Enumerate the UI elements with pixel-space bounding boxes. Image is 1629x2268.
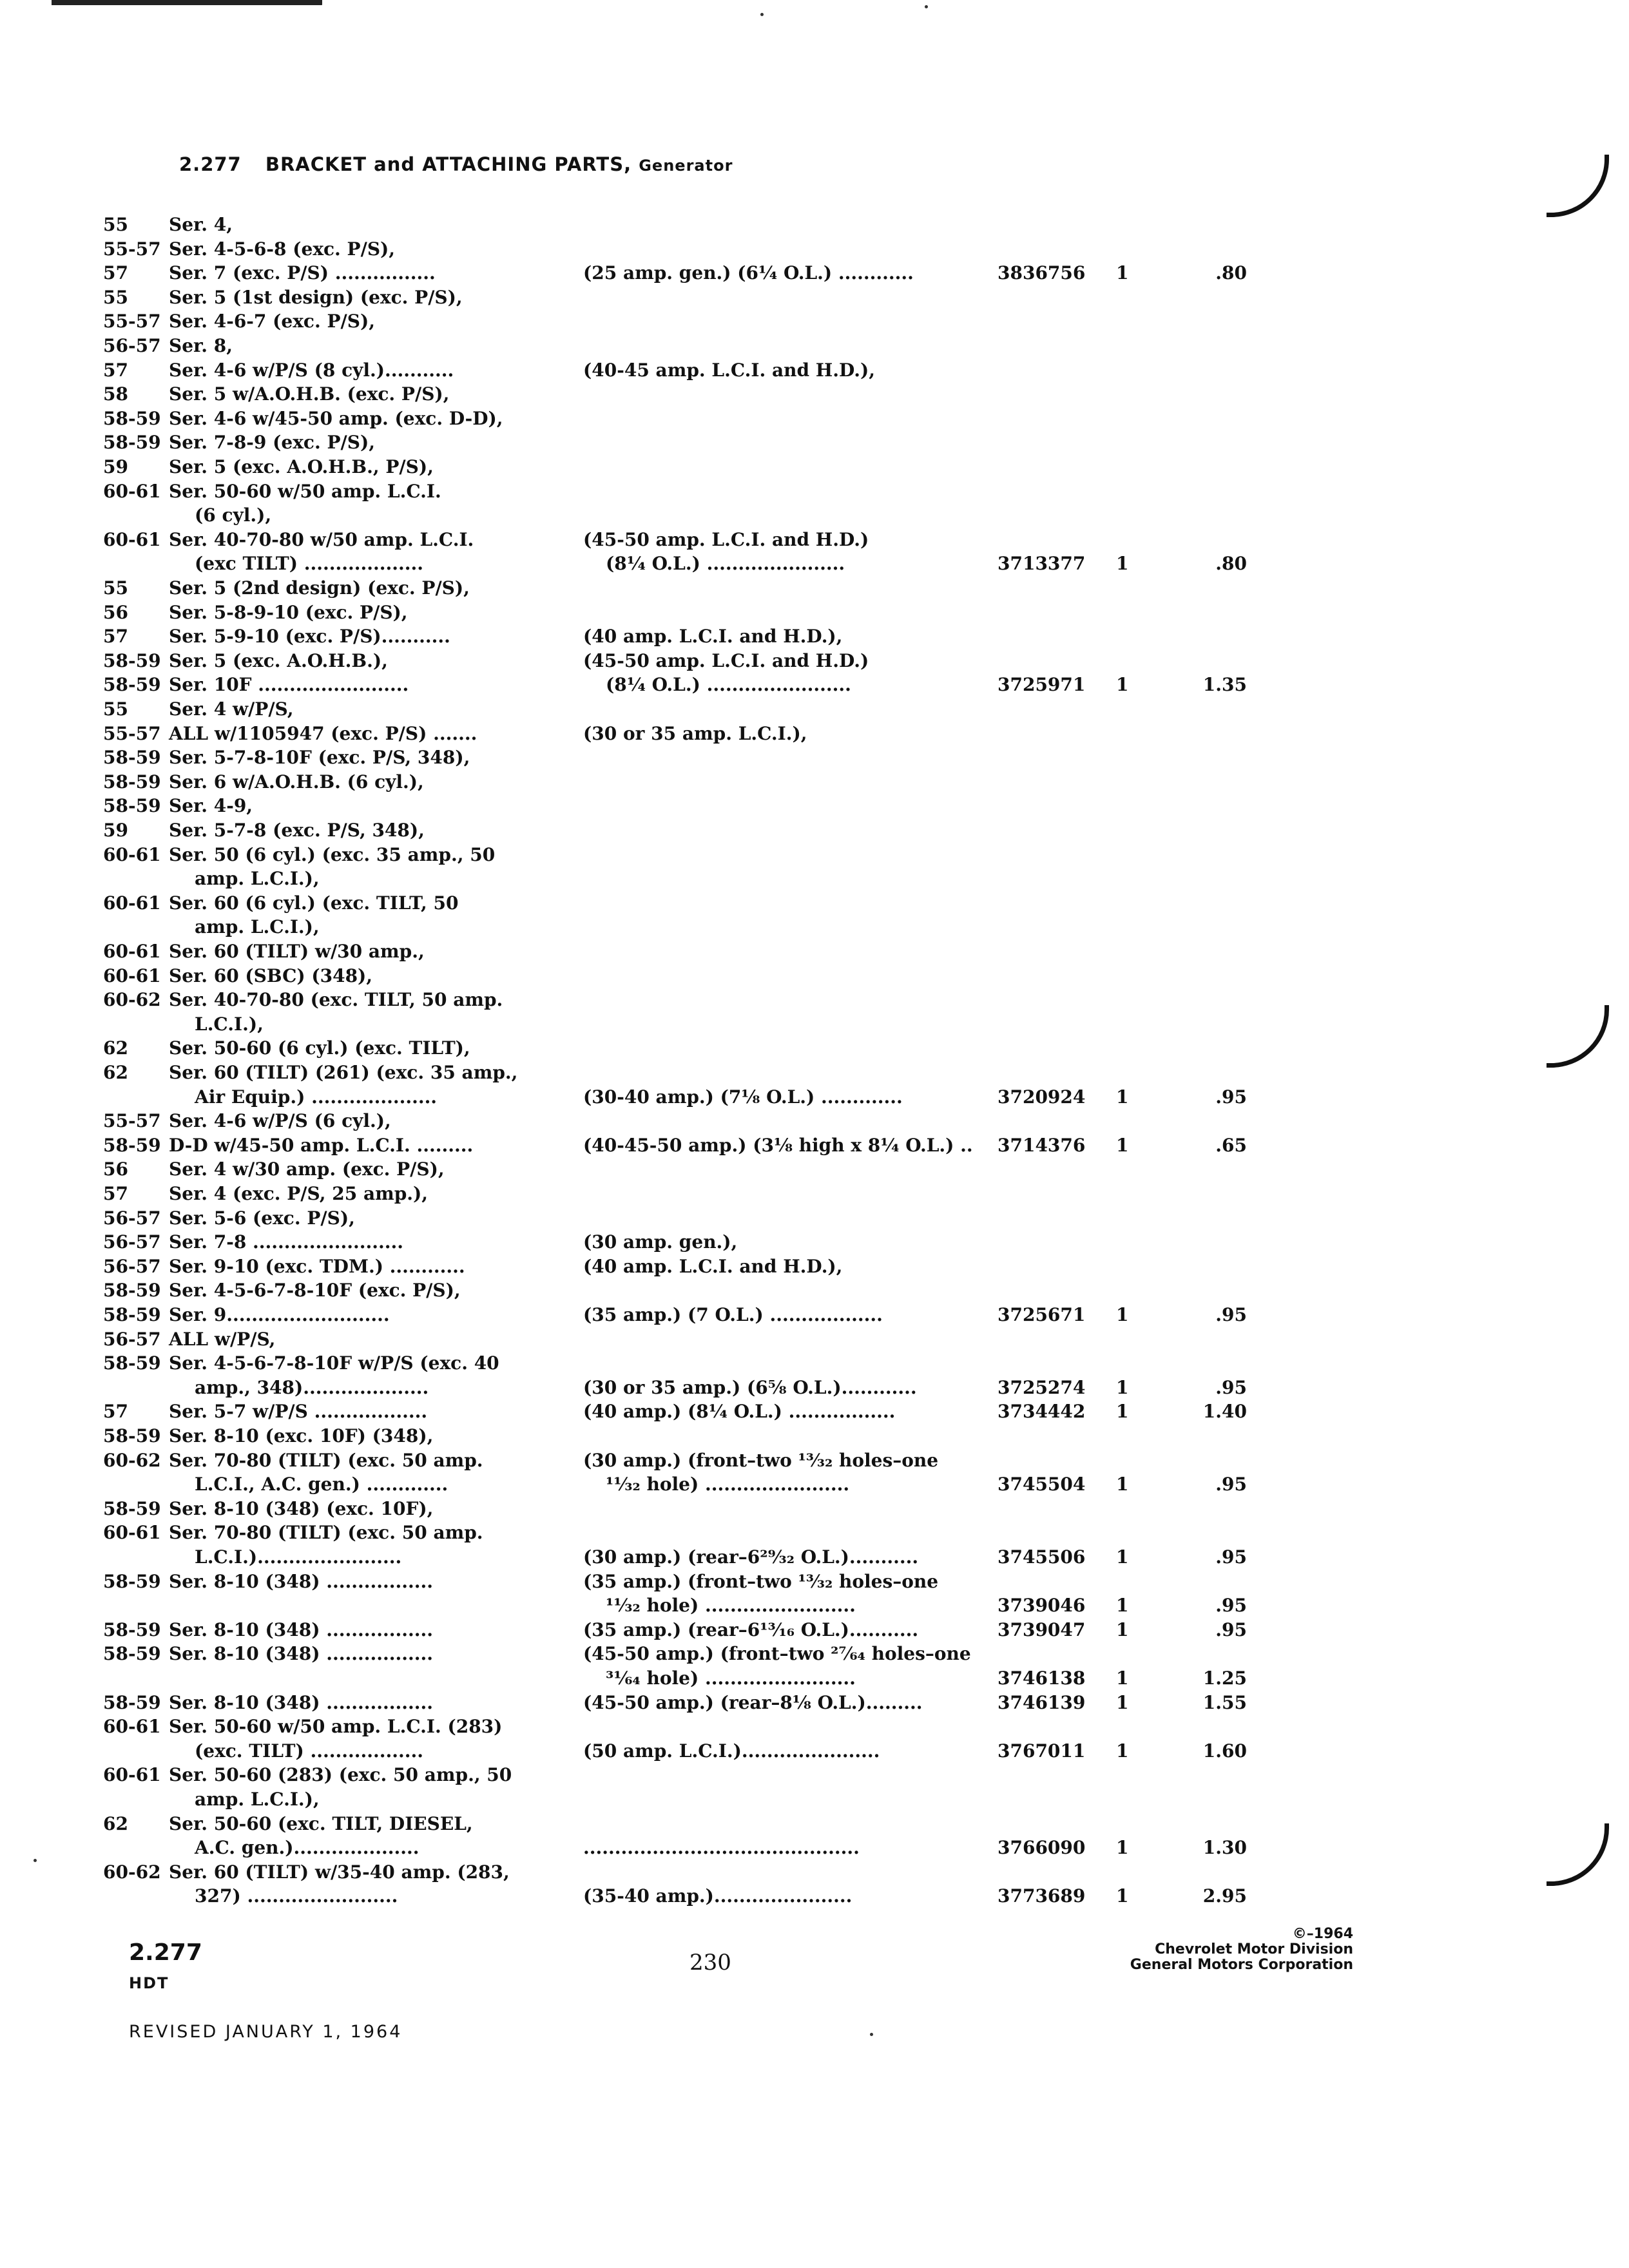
year-cell: 60-61 (103, 892, 161, 914)
scan-edge-line (52, 0, 322, 12)
description-cell: (50 amp. L.C.I.)...................... (583, 1740, 880, 1762)
description-cell: (45-50 amp. L.C.I. and H.D.) (583, 528, 869, 550)
year-cell: 58-59 (103, 795, 161, 817)
table-row (0, 237, 1629, 262)
year-cell: 56-57 (103, 1255, 161, 1277)
quantity-cell: 1 (1116, 1401, 1129, 1423)
price-cell: 1.60 (1202, 1740, 1247, 1762)
year-cell: 58-59 (103, 432, 161, 454)
application-cell: Ser. 8-10 (348) (exc. 10F), (169, 1497, 434, 1519)
application-cell: Ser. 50 (6 cyl.) (exc. 35 amp., 50 (169, 843, 496, 865)
year-cell: 60-61 (103, 1522, 161, 1544)
year-cell: 58-59 (103, 1619, 161, 1640)
quantity-cell: 1 (1116, 1376, 1129, 1398)
table-row (0, 1787, 1629, 1812)
price-cell: .80 (1215, 553, 1247, 575)
table-row (0, 624, 1629, 649)
quantity-cell: 1 (1116, 1595, 1129, 1617)
part-number-cell: 3725274 (998, 1376, 1086, 1398)
year-cell: 55 (103, 698, 128, 720)
copyright: ©–1964 (1292, 1926, 1353, 1942)
application-cell: Ser. 4 w/30 amp. (exc. P/S), (169, 1158, 445, 1180)
table-row (0, 1376, 1629, 1400)
footer-section-code: 2.277 (129, 1939, 202, 1966)
application-cell: Ser. 60 (TILT) w/35-40 amp. (283, (169, 1861, 510, 1883)
year-cell: 60-62 (103, 1861, 161, 1883)
application-cell: ALL w/1105947 (exc. P/S) ....... (169, 722, 477, 744)
year-cell: 58-59 (103, 1352, 161, 1374)
description-cell: ¹¹⁄₃₂ hole) ....................... (606, 1474, 850, 1495)
year-cell: 58-59 (103, 649, 161, 671)
table-row (0, 1739, 1629, 1763)
description-cell: (30 amp.) (front–two ¹³⁄₃₂ holes–one (583, 1449, 939, 1471)
table-row (0, 528, 1629, 552)
price-cell: .95 (1215, 1619, 1247, 1640)
application-cell: A.C. gen.).................... (195, 1837, 419, 1859)
table-row (0, 1278, 1629, 1303)
quantity-cell: 1 (1116, 674, 1129, 696)
table-row (0, 1036, 1629, 1061)
description-cell: (30 amp.) (rear–6²⁹⁄₃₂ O.L.)........... (583, 1546, 919, 1568)
application-cell: Air Equip.) .................... (195, 1086, 438, 1108)
application-cell: Ser. 50-60 (6 cyl.) (exc. TILT), (169, 1037, 470, 1059)
application-cell: Ser. 6 w/A.O.H.B. (6 cyl.), (169, 771, 424, 793)
price-cell: .95 (1215, 1595, 1247, 1617)
price-cell: .80 (1215, 262, 1247, 284)
application-cell: amp. L.C.I.), (195, 916, 320, 938)
table-row (0, 1351, 1629, 1376)
table-row (0, 1303, 1629, 1327)
application-cell: Ser. 50-60 w/50 amp. L.C.I. (169, 480, 441, 502)
price-cell: 1.25 (1202, 1667, 1247, 1689)
application-cell: Ser. 4 (exc. P/S, 25 amp.), (169, 1183, 429, 1204)
description-cell: (30 amp. gen.), (583, 1231, 738, 1253)
publisher-division: Chevrolet Motor Division (1155, 1941, 1353, 1957)
part-number-cell: 3767011 (998, 1740, 1086, 1762)
description-cell: (40-45-50 amp.) (3⅛ high x 8¼ O.L.) .. (583, 1134, 973, 1156)
year-cell: 59 (103, 820, 128, 841)
year-cell: 58-59 (103, 1134, 161, 1156)
application-cell: amp. L.C.I.), (195, 1789, 320, 1810)
application-cell: Ser. 8-10 (348) ................. (169, 1570, 433, 1592)
year-cell: 57 (103, 1183, 128, 1204)
application-cell: Ser. 4-9, (169, 795, 253, 817)
year-cell: 59 (103, 456, 128, 477)
section-subtitle: Generator (639, 157, 733, 175)
description-cell: (25 amp. gen.) (6¼ O.L.) ............ (583, 262, 914, 284)
table-row (0, 407, 1629, 431)
application-cell: Ser. 4, (169, 214, 233, 235)
section-title-text: BRACKET and ATTACHING PARTS, (265, 153, 632, 175)
quantity-cell: 1 (1116, 1667, 1129, 1689)
application-cell: Ser. 7-8 ........................ (169, 1231, 403, 1253)
part-number-cell: 3746138 (998, 1667, 1086, 1689)
year-cell: 57 (103, 626, 128, 648)
table-row (0, 697, 1629, 722)
application-cell: Ser. 8, (169, 335, 233, 356)
year-cell: 57 (103, 1401, 128, 1423)
quantity-cell: 1 (1116, 1619, 1129, 1640)
description-cell: ............................................ (583, 1837, 860, 1859)
year-cell: 58-59 (103, 1643, 161, 1665)
description-cell: (8¼ O.L.) ...................... (606, 553, 845, 575)
application-cell: Ser. 5-6 (exc. P/S), (169, 1207, 355, 1229)
price-cell: .95 (1215, 1086, 1247, 1108)
description-cell: (40 amp.) (8¼ O.L.) ................. (583, 1401, 896, 1423)
application-cell: Ser. 9.......................... (169, 1304, 390, 1325)
table-row (0, 770, 1629, 794)
application-cell: Ser. 4-6 w/P/S (8 cyl.)........... (169, 359, 454, 381)
part-number-cell: 3739047 (998, 1619, 1086, 1640)
table-row (0, 649, 1629, 673)
application-cell: Ser. 5 (exc. A.O.H.B., P/S), (169, 456, 434, 477)
page-number: 230 (689, 1950, 731, 1975)
table-row (0, 891, 1629, 916)
application-cell: Ser. 70-80 (TILT) (exc. 50 amp. (169, 1449, 483, 1471)
table-row (0, 1109, 1629, 1133)
table-row (0, 309, 1629, 334)
application-cell: (exc. TILT) .................. (195, 1740, 423, 1762)
table-row (0, 1424, 1629, 1448)
part-number-cell: 3836756 (998, 262, 1086, 284)
application-cell: L.C.I.)....................... (195, 1546, 402, 1568)
application-cell: Ser. 4-6-7 (exc. P/S), (169, 311, 375, 332)
table-row (0, 261, 1629, 285)
year-cell: 55-57 (103, 1110, 161, 1132)
table-row (0, 794, 1629, 818)
quantity-cell: 1 (1116, 1134, 1129, 1156)
application-cell: Ser. 8-10 (348) ................. (169, 1691, 433, 1713)
table-row (0, 1206, 1629, 1231)
price-cell: 2.95 (1202, 1885, 1247, 1907)
application-cell: (6 cyl.), (195, 505, 272, 526)
year-cell: 55-57 (103, 722, 161, 744)
year-cell: 56 (103, 601, 128, 623)
table-row (0, 479, 1629, 504)
description-cell: (45-50 amp.) (front–two ²⁷⁄₆₄ holes–one (583, 1643, 971, 1665)
description-cell: (35-40 amp.)...................... (583, 1885, 853, 1907)
application-cell: Ser. 4-6 w/P/S (6 cyl.), (169, 1110, 391, 1132)
part-number-cell: 3720924 (998, 1086, 1086, 1108)
table-row (0, 1182, 1629, 1206)
application-cell: 327) ........................ (195, 1885, 398, 1907)
year-cell: 60-61 (103, 480, 161, 502)
table-row (0, 1472, 1629, 1497)
part-number-cell: 3746139 (998, 1691, 1086, 1713)
description-cell: (8¼ O.L.) ....................... (606, 674, 851, 696)
application-cell: Ser. 8-10 (exc. 10F) (348), (169, 1425, 434, 1446)
year-cell: 58-59 (103, 1280, 161, 1302)
table-row (0, 843, 1629, 867)
application-cell: ALL w/P/S, (169, 1328, 276, 1350)
year-cell: 58-59 (103, 747, 161, 769)
application-cell: Ser. 4-5-6-7-8-10F (exc. P/S), (169, 1280, 461, 1302)
table-row (0, 1836, 1629, 1860)
application-cell: Ser. 50-60 (283) (exc. 50 amp., 50 (169, 1764, 512, 1786)
application-cell: Ser. 4-5-6-8 (exc. P/S), (169, 238, 396, 260)
year-cell: 58-59 (103, 1497, 161, 1519)
application-cell: Ser. 40-70-80 w/50 amp. L.C.I. (169, 528, 474, 550)
table-row (0, 867, 1629, 891)
year-cell: 60-61 (103, 1716, 161, 1738)
binder-hole-mark (1547, 155, 1609, 217)
table-row (0, 358, 1629, 383)
quantity-cell: 1 (1116, 1691, 1129, 1713)
table-row (0, 722, 1629, 746)
description-cell: (40 amp. L.C.I. and H.D.), (583, 1255, 843, 1277)
publisher-corporation: General Motors Corporation (1130, 1957, 1353, 1973)
table-row (0, 1230, 1629, 1254)
application-cell: Ser. 5 (1st design) (exc. P/S), (169, 286, 463, 308)
price-cell: .65 (1215, 1134, 1247, 1156)
part-number-cell: 3745504 (998, 1474, 1086, 1495)
application-cell: Ser. 9-10 (exc. TDM.) ............ (169, 1255, 465, 1277)
table-row (0, 1691, 1629, 1715)
part-number-cell: 3734442 (998, 1401, 1086, 1423)
scan-speck (760, 13, 764, 16)
table-row (0, 673, 1629, 697)
table-row (0, 503, 1629, 528)
table-row (0, 1521, 1629, 1545)
price-cell: .95 (1215, 1376, 1247, 1398)
application-cell: (exc TILT) ................... (195, 553, 423, 575)
table-row (0, 939, 1629, 964)
price-cell: .95 (1215, 1546, 1247, 1568)
scan-speck (34, 1859, 37, 1862)
table-row (0, 1327, 1629, 1352)
application-cell: Ser. 50-60 (exc. TILT, DIESEL, (169, 1812, 473, 1834)
table-row (0, 1085, 1629, 1110)
year-cell: 58-59 (103, 674, 161, 696)
description-cell: (35 amp.) (rear–6¹³⁄₁₆ O.L.)........... (583, 1619, 919, 1640)
section-number: 2.277 (179, 153, 242, 175)
quantity-cell: 1 (1116, 1086, 1129, 1108)
table-row (0, 745, 1629, 770)
table-row (0, 1812, 1629, 1836)
table-row (0, 1448, 1629, 1473)
year-cell: 56-57 (103, 1328, 161, 1350)
application-cell: Ser. 7 (exc. P/S) ................ (169, 262, 436, 284)
price-cell: 1.55 (1202, 1691, 1247, 1713)
table-row (0, 818, 1629, 843)
application-cell: D-D w/45-50 amp. L.C.I. ......... (169, 1134, 474, 1156)
application-cell: Ser. 5-7 w/P/S .................. (169, 1401, 428, 1423)
part-number-cell: 3773689 (998, 1885, 1086, 1907)
application-cell: Ser. 60 (TILT) (261) (exc. 35 amp., (169, 1062, 518, 1083)
year-cell: 58-59 (103, 407, 161, 429)
year-cell: 56-57 (103, 1207, 161, 1229)
year-cell: 56-57 (103, 1231, 161, 1253)
year-cell: 55 (103, 214, 128, 235)
application-cell: Ser. 5 w/A.O.H.B. (exc. P/S), (169, 383, 450, 405)
table-row (0, 601, 1629, 625)
year-cell: 58-59 (103, 1425, 161, 1446)
quantity-cell: 1 (1116, 553, 1129, 575)
table-row (0, 988, 1629, 1012)
application-cell: Ser. 8-10 (348) ................. (169, 1643, 433, 1665)
description-cell: (45-50 amp.) (rear–8⅛ O.L.)......... (583, 1691, 923, 1713)
quantity-cell: 1 (1116, 1474, 1129, 1495)
footer-revised-date: REVISED JANUARY 1, 1964 (129, 2022, 403, 2042)
year-cell: 56-57 (103, 335, 161, 356)
part-number-cell: 3745506 (998, 1546, 1086, 1568)
application-cell: Ser. 60 (TILT) w/30 amp., (169, 941, 425, 962)
year-cell: 58 (103, 383, 128, 405)
table-row (0, 1012, 1629, 1037)
description-cell: (35 amp.) (7 O.L.) .................. (583, 1304, 883, 1325)
quantity-cell: 1 (1116, 1837, 1129, 1859)
table-row (0, 1666, 1629, 1691)
table-row (0, 1860, 1629, 1885)
application-cell: Ser. 7-8-9 (exc. P/S), (169, 432, 375, 454)
quantity-cell: 1 (1116, 1740, 1129, 1762)
year-cell: 58-59 (103, 1691, 161, 1713)
table-row (0, 455, 1629, 479)
application-cell: Ser. 4 w/P/S, (169, 698, 294, 720)
year-cell: 60-62 (103, 1449, 161, 1471)
year-cell: 60-61 (103, 941, 161, 962)
application-cell: Ser. 70-80 (TILT) (exc. 50 amp. (169, 1522, 483, 1544)
table-row (0, 552, 1629, 576)
part-number-cell: 3766090 (998, 1837, 1086, 1859)
application-cell: Ser. 5-8-9-10 (exc. P/S), (169, 601, 408, 623)
year-cell: 56 (103, 1158, 128, 1180)
application-cell: Ser. 8-10 (348) ................. (169, 1619, 433, 1640)
price-cell: 1.40 (1202, 1401, 1247, 1423)
year-cell: 62 (103, 1037, 128, 1059)
table-row (0, 1133, 1629, 1158)
price-cell: .95 (1215, 1474, 1247, 1495)
year-cell: 58-59 (103, 1304, 161, 1325)
year-cell: 60-61 (103, 965, 161, 986)
description-cell: ³¹⁄₆₄ hole) ........................ (606, 1667, 856, 1689)
description-cell: (45-50 amp. L.C.I. and H.D.) (583, 649, 869, 671)
description-cell: (30 or 35 amp. L.C.I.), (583, 722, 807, 744)
application-cell: L.C.I.), (195, 1013, 264, 1035)
description-cell: (35 amp.) (front–two ¹³⁄₃₂ holes–one (583, 1570, 939, 1592)
application-cell: Ser. 5 (exc. A.O.H.B.), (169, 649, 388, 671)
part-number-cell: 3725671 (998, 1304, 1086, 1325)
table-row (0, 1618, 1629, 1642)
scan-speck (870, 2033, 873, 2036)
year-cell: 55 (103, 577, 128, 599)
description-cell: (40 amp. L.C.I. and H.D.), (583, 626, 843, 648)
part-number-cell: 3725971 (998, 674, 1086, 696)
year-cell: 58-59 (103, 771, 161, 793)
description-cell: (30 or 35 amp.) (6⅝ O.L.)............ (583, 1376, 917, 1398)
year-cell: 60-61 (103, 843, 161, 865)
table-row (0, 1254, 1629, 1279)
application-cell: Ser. 50-60 w/50 amp. L.C.I. (283) (169, 1716, 503, 1738)
year-cell: 62 (103, 1812, 128, 1834)
table-row (0, 213, 1629, 237)
table-row (0, 382, 1629, 407)
year-cell: 60-61 (103, 528, 161, 550)
part-number-cell: 3713377 (998, 553, 1086, 575)
application-cell: Ser. 5-9-10 (exc. P/S)........... (169, 626, 450, 648)
year-cell: 60-61 (103, 1764, 161, 1786)
application-cell: Ser. 5-7-8 (exc. P/S, 348), (169, 820, 425, 841)
table-row (0, 1545, 1629, 1570)
description-cell: (30-40 amp.) (7⅛ O.L.) ............. (583, 1086, 903, 1108)
year-cell: 55 (103, 286, 128, 308)
scan-speck (925, 5, 928, 8)
section-title (179, 153, 733, 175)
footer-hdt: HDT (129, 1974, 169, 1992)
application-cell: amp., 348).................... (195, 1376, 429, 1398)
year-cell: 57 (103, 262, 128, 284)
year-cell: 60-62 (103, 989, 161, 1011)
table-row (0, 1497, 1629, 1521)
application-cell: amp. L.C.I.), (195, 868, 320, 890)
year-cell: 62 (103, 1062, 128, 1083)
application-cell: Ser. 60 (SBC) (348), (169, 965, 373, 986)
table-row (0, 1642, 1629, 1666)
year-cell: 57 (103, 359, 128, 381)
quantity-cell: 1 (1116, 1546, 1129, 1568)
year-cell: 55-57 (103, 311, 161, 332)
table-row (0, 576, 1629, 601)
application-cell: Ser. 4-5-6-7-8-10F w/P/S (exc. 40 (169, 1352, 499, 1374)
application-cell: Ser. 40-70-80 (exc. TILT, 50 amp. (169, 989, 503, 1011)
application-cell: Ser. 10F ........................ (169, 674, 409, 696)
price-cell: .95 (1215, 1304, 1247, 1325)
quantity-cell: 1 (1116, 1885, 1129, 1907)
table-row (0, 915, 1629, 939)
table-row (0, 430, 1629, 455)
part-number-cell: 3739046 (998, 1595, 1086, 1617)
application-cell: L.C.I., A.C. gen.) ............. (195, 1474, 448, 1495)
price-cell: 1.30 (1202, 1837, 1247, 1859)
table-row (0, 1061, 1629, 1085)
year-cell: 58-59 (103, 1570, 161, 1592)
application-cell: Ser. 60 (6 cyl.) (exc. TILT, 50 (169, 892, 459, 914)
quantity-cell: 1 (1116, 1304, 1129, 1325)
quantity-cell: 1 (1116, 262, 1129, 284)
description-cell: ¹¹⁄₃₂ hole) ........................ (606, 1595, 856, 1617)
price-cell: 1.35 (1202, 674, 1247, 696)
part-number-cell: 3714376 (998, 1134, 1086, 1156)
table-row (0, 1570, 1629, 1594)
table-row (0, 1884, 1629, 1908)
table-row (0, 964, 1629, 988)
year-cell: 55-57 (103, 238, 161, 260)
application-cell: Ser. 4-6 w/45-50 amp. (exc. D-D), (169, 407, 503, 429)
table-row (0, 1763, 1629, 1787)
table-row (0, 1593, 1629, 1618)
table-row (0, 1399, 1629, 1424)
description-cell: (40-45 amp. L.C.I. and H.D.), (583, 359, 876, 381)
table-row (0, 285, 1629, 310)
application-cell: Ser. 5-7-8-10F (exc. P/S, 348), (169, 747, 470, 769)
application-cell: Ser. 5 (2nd design) (exc. P/S), (169, 577, 470, 599)
table-row (0, 334, 1629, 358)
table-row (0, 1157, 1629, 1182)
table-row (0, 1715, 1629, 1739)
